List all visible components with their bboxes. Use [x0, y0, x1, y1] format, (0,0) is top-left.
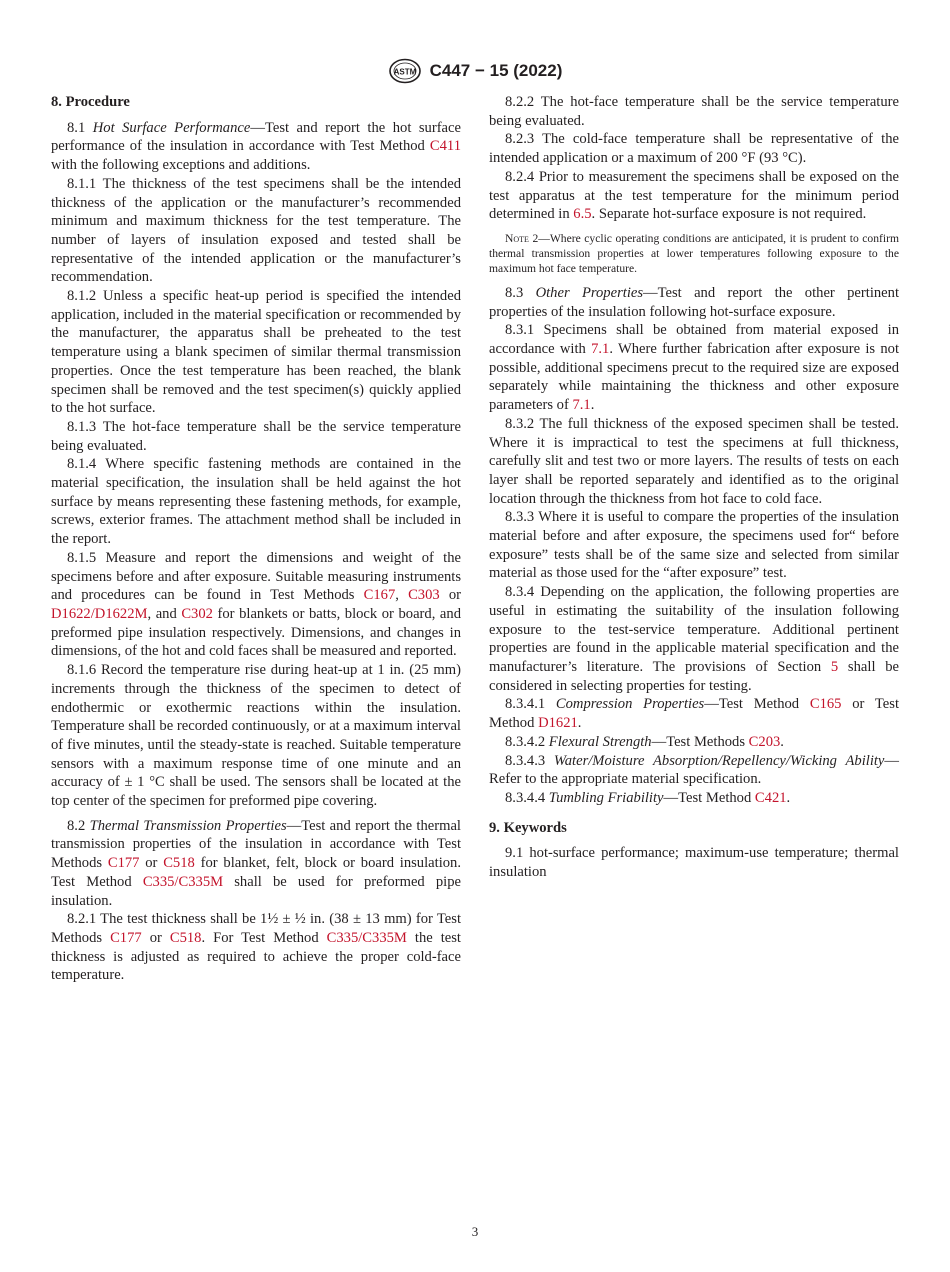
ref-link[interactable]: C165: [809, 696, 842, 713]
ref-link[interactable]: 5: [830, 658, 839, 675]
ref-link[interactable]: C302: [181, 605, 213, 622]
ref-link[interactable]: C177: [110, 929, 142, 946]
paragraph-8-3-2: 8.3.2 The full thickness of the exposed specimen shall be tested. Where it is impractical to test the specimens at full thickness, carefully slit and test two or more layers. The results of tests on each layer shall be reported separately and identified as to the original location through the thickness from hot face to cold face.: [489, 415, 899, 507]
paragraph-8-1-5: 8.1.5 Measure and report the dimensions and weight of the specimens before and after exposure. Suitable measuring instruments and procedures can be found in Test Methods C167, C303 or D1622/D1622M, and C302 for blankets or batts, block or board, and preformed pipe insulation respectively. Dimensions, and changes in dimensions, of the hot and cold faces shall be measured and reported.: [51, 549, 462, 660]
ref-link[interactable]: C203: [748, 733, 781, 750]
section-heading-keywords: 9. Keywords: [489, 819, 567, 836]
paragraph-8-1-2: 8.1.2 Unless a specific heat-up period is specified the intended application, included in the material specification or recommended by the manufacturer, the apparatus shall be preheated to the test temperature using a blank specimen of similar thermal transmission properties. Once the test temperature has been reached, the blank specimen shall be removed and the test specimen(s) quickly applied to the hot surface.: [51, 288, 461, 417]
ref-link[interactable]: 7.1: [572, 397, 591, 414]
document-id: C447 − 15 (2022): [429, 61, 563, 80]
ref-link[interactable]: D1622/D1622M: [51, 605, 148, 622]
svg-text:ASTM: ASTM: [393, 67, 416, 77]
ref-link[interactable]: C335/C335M: [142, 873, 224, 890]
paragraph-8-2-1: 8.2.1 The test thickness shall be 1½ ± ½ in. (38 ± 13 mm) for Test Methods C177 or C518. For Test Method C335/C335M the test thickness is adjusted as required to achieve the proper cold-face temperature.: [51, 911, 461, 984]
paragraph-8-2-3: 8.2.3 The cold-face temperature shall be representative of the intended application or a maximum of 200 °F (93 °C).: [489, 131, 899, 167]
ref-link[interactable]: C303: [408, 587, 440, 604]
ref-link[interactable]: C518: [169, 929, 202, 946]
left-column: [51, 93, 461, 985]
ref-link[interactable]: C167: [363, 587, 396, 604]
ref-link[interactable]: 6.5: [573, 206, 592, 223]
paragraph-8-3-1: 8.3.1 Specimens shall be obtained from material exposed in accordance with 7.1. Where further fabrication after exposure is not possible, additional specimens precut to the required size are exposed separately while maintaining the thickness and other exposure parameters of 7.1.: [489, 322, 900, 414]
section-heading-procedure: 8. Procedure: [51, 94, 130, 110]
ref-link[interactable]: C177: [107, 855, 140, 872]
note-2: Note 2—Where cyclic operating conditions are anticipated, it is prudent to confirm thermal transmission properties at lower temperatures following exposure to the maximum hot face temperature.: [489, 231, 899, 275]
paragraph-8-3-4-3: 8.3.4.3 Water/Moisture Absorption/Repellency/Wicking Ability—Refer to the appropriate material specification.: [489, 752, 899, 788]
astm-logo-icon: [388, 58, 422, 84]
paragraph-8-3-3: 8.3.3 Where it is useful to compare the properties of the insulation material before and after exposure, the specimens used for“ before exposure” tests shall be of the same size and selected from similar material as those used for the “after exposure” test.: [489, 509, 899, 582]
ref-link[interactable]: 7.1: [591, 341, 610, 358]
paragraph-8-1: 8.1 Hot Surface Performance—Test and report the hot surface performance of the insulation in accordance with Test Method C411 with the following exceptions and additions.: [51, 119, 461, 174]
paragraph-8-3: 8.3 Other Properties—Test and report the other pertinent properties of the insulation following hot-surface exposure.: [489, 284, 900, 320]
paragraph-8-1-6: 8.1.6 Record the temperature rise during heat-up at 1 in. (25 mm) increments through the thickness of the specimen to detect of endothermic or exothermic reactions within the insulation. Temperature shall be recorded continuously, or at a maximum interval of five minutes, until the steady-state is reached. Suitable temperature sensors with a maximum response time of one minute and an accuracy of ± 1 °C shall be used. The sensors shall be located at the top center of the specimen for preformed pipe covering.: [51, 662, 461, 810]
page-number: 3: [471, 1224, 479, 1239]
paragraph-8-2-4: 8.2.4 Prior to measurement the specimens shall be exposed on the test apparatus at the test temperature for the minimum period determined in 6.5. Separate hot-surface exposure is not required.: [489, 168, 899, 223]
paragraph-8-2-2: 8.2.2 The hot-face temperature shall be the service temperature being evaluated.: [489, 94, 899, 129]
ref-link[interactable]: C411: [429, 138, 461, 155]
paragraph-8-1-3: 8.1.3 The hot-face temperature shall be the service temperature being evaluated.: [51, 418, 461, 454]
right-column: [489, 93, 899, 882]
paragraph-9-1: 9.1 hot-surface performance; maximum-use temperature; thermal insulation: [489, 845, 899, 881]
ref-link[interactable]: C335/C335M: [326, 929, 407, 946]
paragraph-8-1-1: 8.1.1 The thickness of the test specimens shall be the intended thickness of the application or the manufacturer’s recommended minimum and maximum thickness for the test temperature. The number of layers of insulation exposed and tested shall be representative of the intended application or the manufacturer’s recommendation.: [51, 175, 461, 286]
paragraph-8-1-4: 8.1.4 Where specific fastening methods are contained in the material specification, the insulation shall be held against the hot surface by means representing these fastening methods, for example, screws, exterior frames. The attachment method shall be included in the report.: [51, 456, 461, 548]
page-header: [0, 58, 950, 84]
paragraph-8-3-4-4: 8.3.4.4 Tumbling Friability—Test Method C421.: [505, 789, 791, 806]
paragraph-8-2: 8.2 Thermal Transmission Properties—Test and report the thermal transmission properties of the insulation in accordance with Test Methods C177 or C518 for blanket, felt, block or board insulation. Test Method C335/C335M shall be used for preformed pipe insulation.: [51, 817, 461, 909]
ref-link[interactable]: C421: [754, 789, 787, 806]
ref-link[interactable]: D1621: [538, 715, 578, 732]
paragraph-8-3-4-1: 8.3.4.1 Compression Properties—Test Method C165 or Test Method D1621.: [489, 696, 900, 732]
paragraph-8-3-4: 8.3.4 Depending on the application, the following properties are useful in estimating the suitability of the insulation following exposure to the test-service temperature. Additional pertinent properties are found in the applicable material specification and the manufacturer’s literature. The provisions of Section 5 shall be considered in selecting properties for testing.: [489, 584, 899, 694]
paragraph-8-3-4-2: 8.3.4.2 Flexural Strength—Test Methods C203.: [505, 733, 784, 750]
ref-link[interactable]: C518: [163, 855, 195, 872]
